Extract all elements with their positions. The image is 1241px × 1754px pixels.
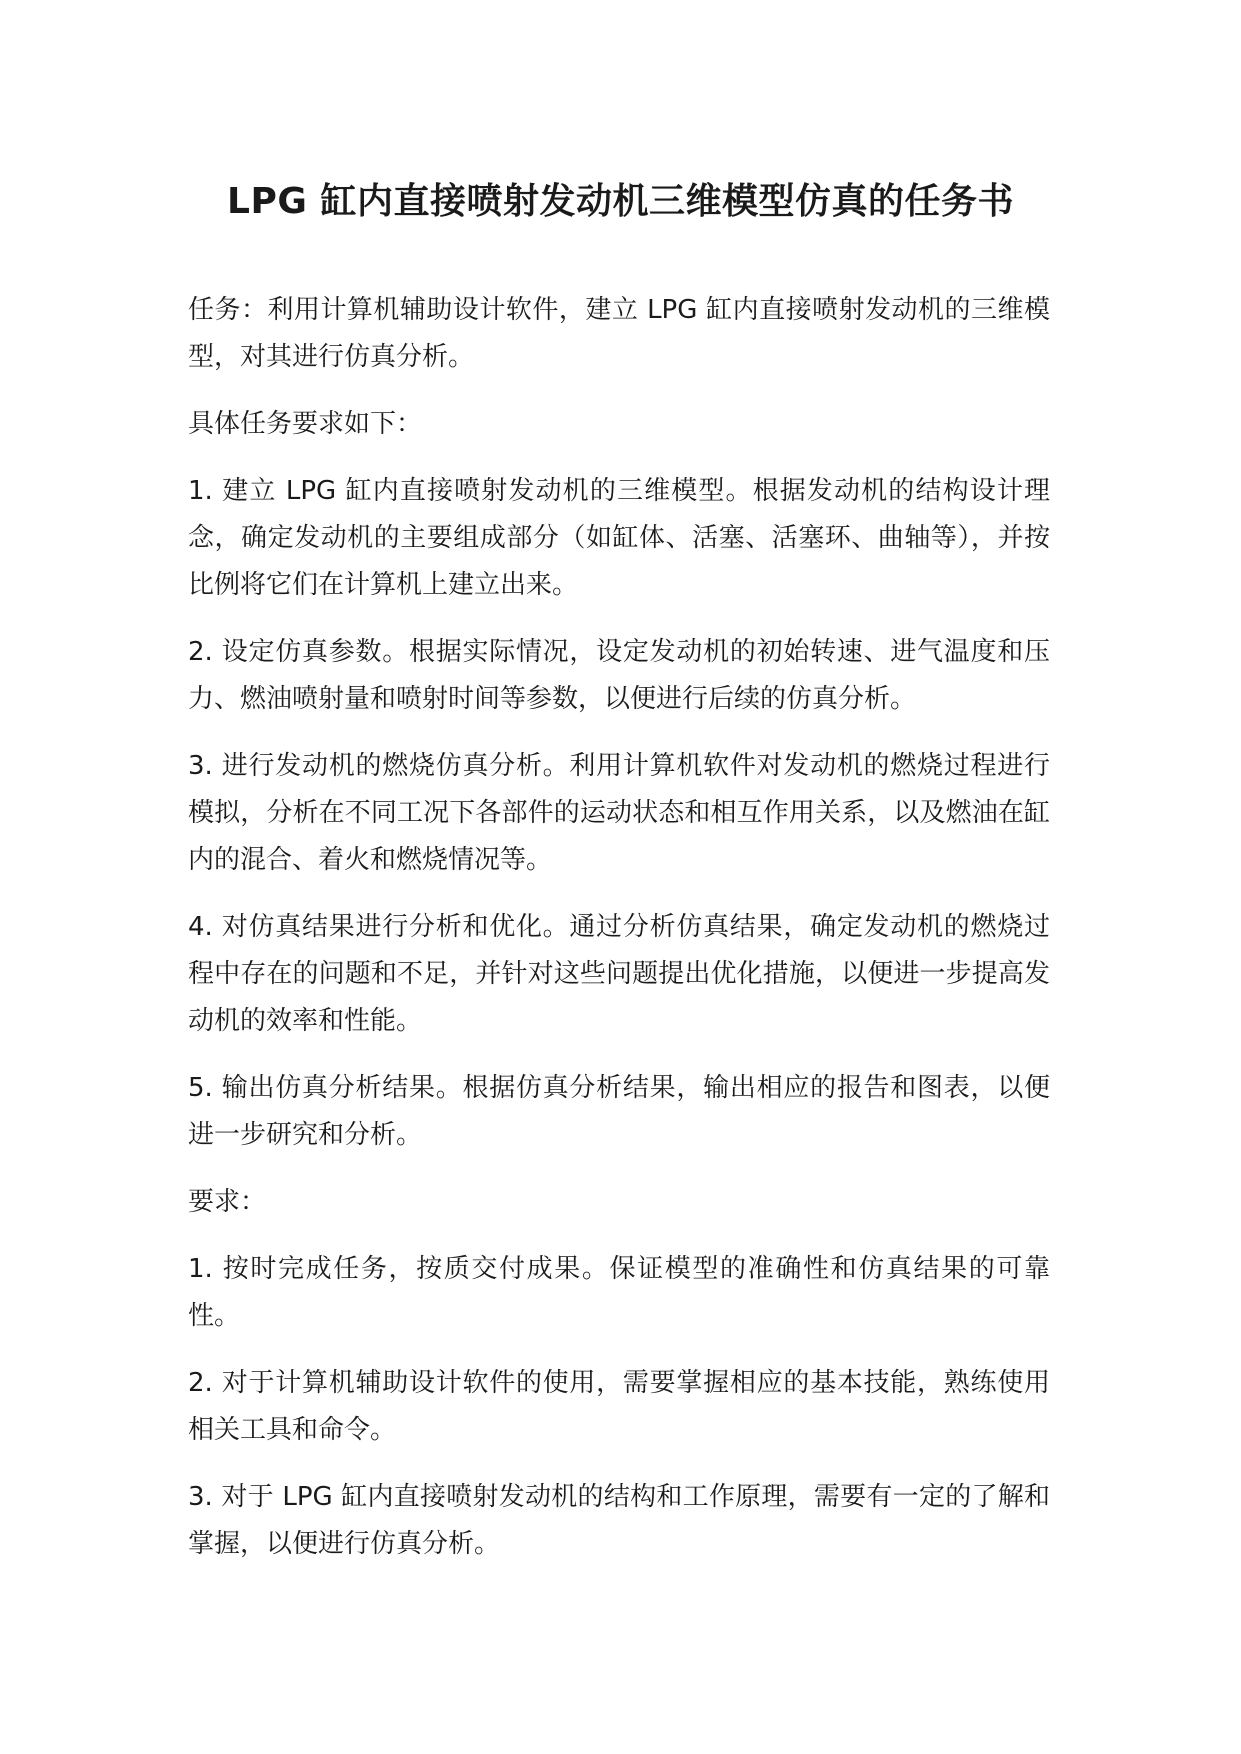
list-item: 5. 输出仿真分析结果。根据仿真分析结果，输出相应的报告和图表，以便进一步研究和分析。: [188, 1073, 1050, 1150]
list-item: 1. 按时完成任务，按质交付成果。保证模型的准确性和仿真结果的可靠性。: [188, 1254, 1050, 1331]
demands-heading: 要求：: [188, 1187, 267, 1217]
list-item: 2. 对于计算机辅助设计软件的使用，需要掌握相应的基本技能，熟练使用相关工具和命令。: [188, 1368, 1050, 1445]
list-item: 4. 对仿真结果进行分析和优化。通过分析仿真结果，确定发动机的燃烧过程中存在的问题和不足，并针对这些问题提出优化措施，以便进一步提高发动机的效率和性能。: [188, 912, 1050, 1036]
list-item: 3. 进行发动机的燃烧仿真分析。利用计算机软件对发动机的燃烧过程进行模拟，分析在不同工况下各部件的运动状态和相互作用关系，以及燃油在缸内的混合、着火和燃烧情况等。: [188, 751, 1050, 875]
list-item: 3. 对于 LPG 缸内直接喷射发动机的结构和工作原理，需要有一定的了解和掌握，以便进行仿真分析。: [188, 1482, 1050, 1559]
document-title: LPG 缸内直接喷射发动机三维模型仿真的任务书: [227, 181, 1014, 222]
list-item: 2. 设定仿真参数。根据实际情况，设定发动机的初始转速、进气温度和压力、燃油喷射量和喷射时间等参数，以便进行后续的仿真分析。: [188, 637, 1050, 714]
document-body: [188, 287, 1050, 1588]
requirements-intro: 具体任务要求如下：: [188, 409, 423, 439]
list-item: 1. 建立 LPG 缸内直接喷射发动机的三维模型。根据发动机的结构设计理念，确定发动机的主要组成部分（如缸体、活塞、活塞环、曲轴等），并按比例将它们在计算机上建立出来。: [188, 476, 1050, 600]
task-paragraph: 任务：利用计算机辅助设计软件，建立 LPG 缸内直接喷射发动机的三维模型，对其进行仿真分析。: [188, 295, 1050, 372]
